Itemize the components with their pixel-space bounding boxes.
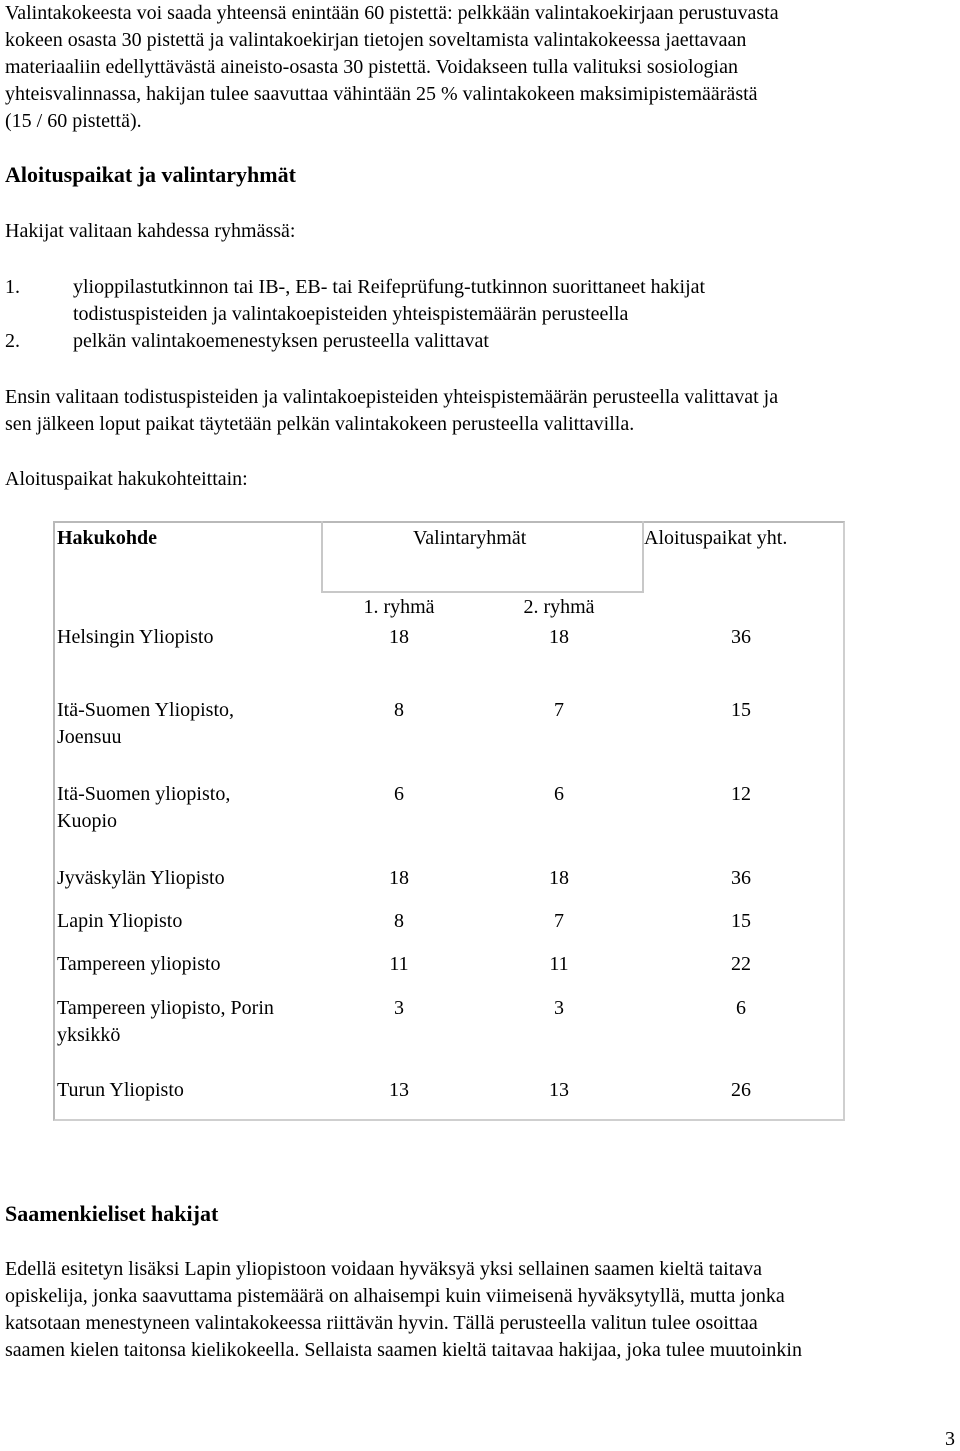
row-name: Kuopio bbox=[57, 810, 117, 832]
list-item-line: ylioppilastutkinnon tai IB-, EB- tai Reifeprüfung-tutkinnon suorittaneet hakijat bbox=[73, 276, 706, 298]
row-total: 36 bbox=[731, 867, 751, 889]
row-total: 12 bbox=[731, 783, 751, 805]
row-total: 36 bbox=[731, 626, 751, 648]
list-number: 2. bbox=[5, 330, 20, 352]
intro-line: yhteisvalinnassa, hakijan tulee saavuttaa vähintään 25 % valintakokeen maksimipistemäärästä bbox=[5, 83, 758, 105]
table-caption: Aloituspaikat hakukohteittain: bbox=[5, 468, 248, 490]
paragraph-line: saamen kielen taitonsa kielikokeella. Sellaista saamen kieltä taitavaa hakijaa, joka tulee muutoinkin bbox=[5, 1339, 802, 1361]
header-hakukohde: Hakukohde bbox=[57, 527, 158, 549]
row-group1: 8 bbox=[394, 699, 404, 721]
intro-line: (15 / 60 pistettä). bbox=[5, 110, 142, 132]
intro-line: Valintakokeesta voi saada yhteensä enintään 60 pistettä: pelkkään valintakoekirjaan perustuvasta bbox=[5, 2, 779, 24]
list-item-line: todistuspisteiden ja valintakoepisteiden yhteispistemäärän perusteella bbox=[73, 303, 629, 325]
row-total: 15 bbox=[731, 910, 751, 932]
intro-line: materiaaliin edellyttävästä aineisto-osasta 30 pistettä. Voidakseen tulla valituksi sosiologian bbox=[5, 56, 738, 78]
row-group2: 18 bbox=[549, 626, 569, 648]
row-group2: 13 bbox=[549, 1079, 569, 1101]
subheader-group2: 2. ryhmä bbox=[523, 596, 595, 618]
header-valintaryhmat: Valintaryhmät bbox=[413, 527, 527, 549]
row-total: 6 bbox=[736, 997, 746, 1019]
section-heading-saamenkieliset: Saamenkieliset hakijat bbox=[5, 1201, 219, 1226]
row-group2: 6 bbox=[554, 783, 564, 805]
page-number: 3 bbox=[945, 1428, 955, 1450]
list-item-line: pelkän valintakoemenestyksen perusteella valittavat bbox=[73, 330, 489, 352]
selection-groups-list bbox=[5, 274, 950, 355]
paragraph-line: Edellä esitetyn lisäksi Lapin yliopistoon voidaan hyväksyä yksi sellainen saamen kieltä taitava bbox=[5, 1258, 763, 1280]
paragraph-line: katsotaan menestyneen valintakokeessa riittävän hyvin. Tällä perusteella valitun tulee osoittaa bbox=[5, 1312, 758, 1334]
row-group2: 18 bbox=[549, 867, 569, 889]
row-group1: 18 bbox=[389, 626, 409, 648]
row-name: Tampereen yliopisto, Porin bbox=[57, 997, 274, 1019]
row-group1: 8 bbox=[394, 910, 404, 932]
paragraph-line: Ensin valitaan todistuspisteiden ja valintakoepisteiden yhteispistemäärän perusteella valittavat ja bbox=[5, 386, 779, 408]
intro-line: kokeen osasta 30 pistettä ja valintakoekirjan tietojen soveltamista valintakokeessa jaettavaan bbox=[5, 29, 747, 51]
row-total: 26 bbox=[731, 1079, 751, 1101]
row-total: 22 bbox=[731, 953, 751, 975]
row-group2: 7 bbox=[554, 910, 564, 932]
subheader-group1: 1. ryhmä bbox=[363, 596, 435, 618]
row-name: Itä-Suomen yliopisto, bbox=[57, 783, 231, 805]
section-heading-aloituspaikat: Aloituspaikat ja valintaryhmät bbox=[5, 162, 296, 187]
row-group2: 7 bbox=[554, 699, 564, 721]
row-name: yksikkö bbox=[57, 1024, 121, 1046]
paragraph-line: sen jälkeen loput paikat täytetään pelkän valintakokeen perusteella valittavilla. bbox=[5, 413, 635, 435]
admissions-table bbox=[53, 521, 845, 1121]
list-number: 1. bbox=[5, 276, 20, 298]
row-name: Tampereen yliopisto bbox=[57, 953, 221, 975]
row-group1: 13 bbox=[389, 1079, 409, 1101]
row-name: Turun Yliopisto bbox=[57, 1079, 184, 1101]
row-group2: 11 bbox=[549, 953, 569, 975]
saami-paragraph bbox=[5, 1256, 948, 1364]
row-name: Jyväskylän Yliopisto bbox=[57, 867, 225, 889]
intro-paragraph bbox=[5, 0, 948, 135]
row-total: 15 bbox=[731, 699, 751, 721]
row-name: Lapin Yliopisto bbox=[57, 910, 183, 932]
row-name: Helsingin Yliopisto bbox=[57, 626, 214, 648]
row-group1: 6 bbox=[394, 783, 404, 805]
list-item bbox=[5, 274, 950, 328]
list-item bbox=[5, 328, 950, 355]
row-name: Joensuu bbox=[57, 726, 122, 748]
header-aloituspaikat: Aloituspaikat yht. bbox=[644, 527, 788, 549]
row-group2: 3 bbox=[554, 997, 564, 1019]
row-group1: 3 bbox=[394, 997, 404, 1019]
paragraph-line: opiskelija, jonka saavuttama pistemäärä on alhaisempi kuin viimeisenä hyväksytyllä, mutta jonka bbox=[5, 1285, 785, 1307]
row-group1: 11 bbox=[389, 953, 409, 975]
lead-text: Hakijat valitaan kahdessa ryhmässä: bbox=[5, 220, 296, 242]
row-name: Itä-Suomen Yliopisto, bbox=[57, 699, 235, 721]
after-list-paragraph bbox=[5, 384, 948, 438]
row-group1: 18 bbox=[389, 867, 409, 889]
